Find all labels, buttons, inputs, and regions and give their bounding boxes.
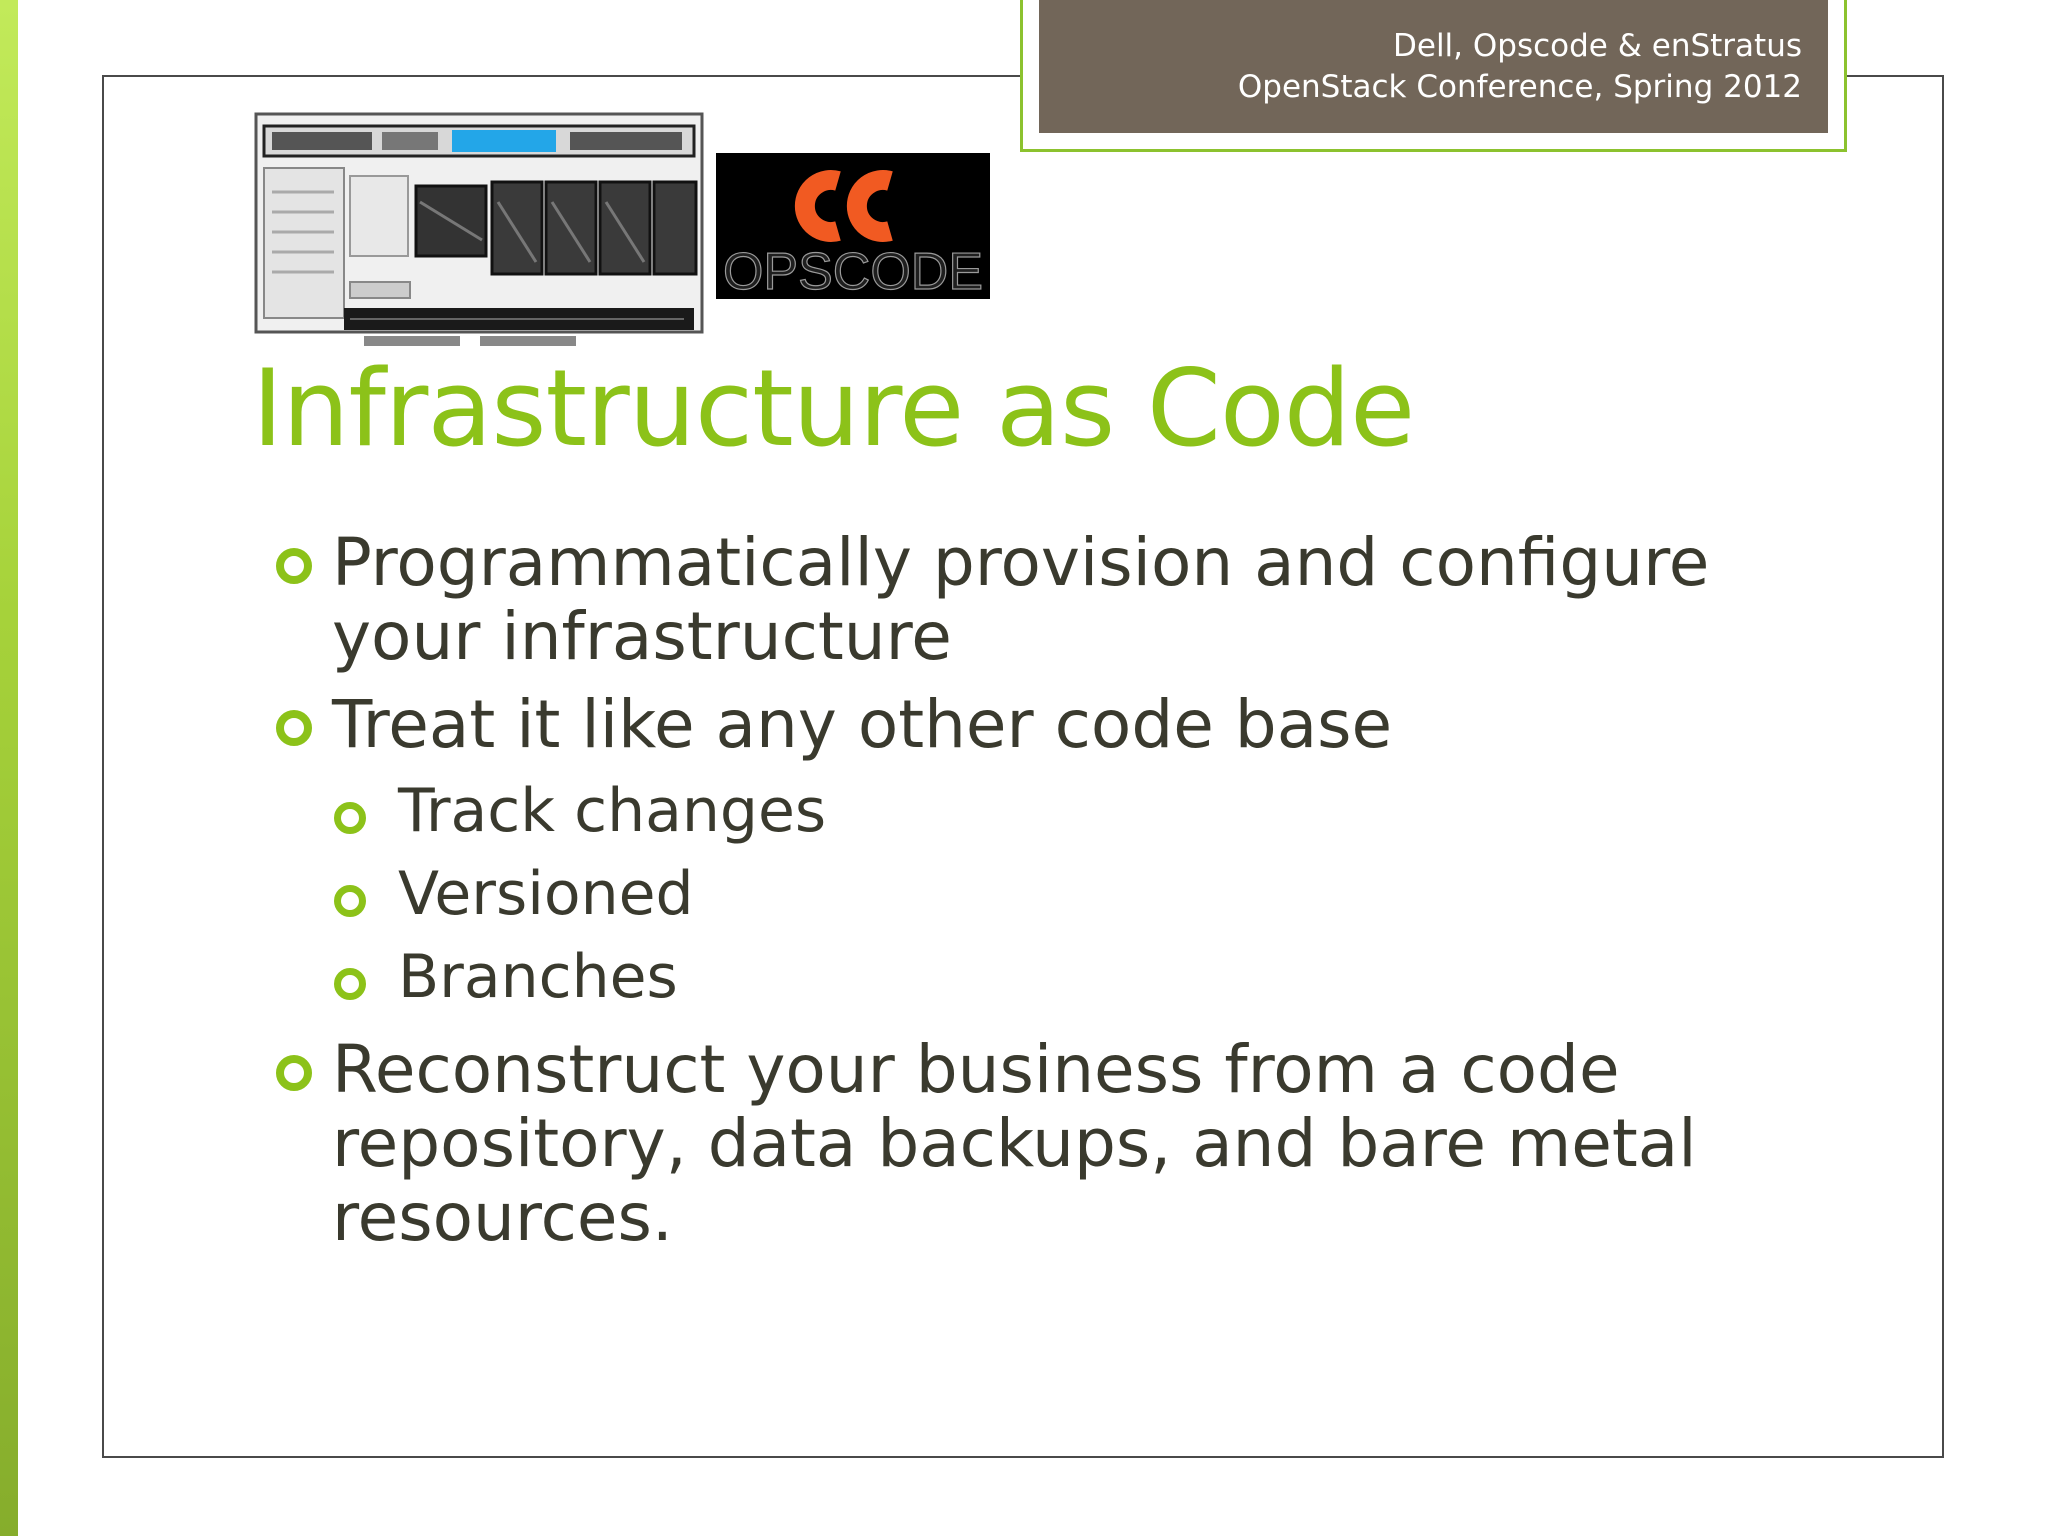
bullet-text: Treat it like any other code base [332,686,1393,763]
bullet-text: Programmatically provision and configure your infrastructure [332,524,1710,675]
header-panel [1039,0,1828,133]
header-line-1: Dell, Opscode & enStratus [1393,27,1802,64]
opscode-logo-mark [716,153,990,299]
bullet-item [268,1033,1828,1255]
opscode-logo-text: OPSCODE [722,243,984,299]
bullet-list [268,526,1828,1269]
sub-bullet-marker-icon [334,968,366,1000]
sub-bullet-item [332,853,1828,936]
sub-bullet-item [332,770,1828,853]
bullet-marker-icon [276,548,312,584]
sub-bullet-list [332,770,1828,1019]
header-box [1020,0,1847,152]
opscode-logo [716,153,990,299]
bullet-item [268,526,1828,674]
sub-bullet-item [332,936,1828,1019]
sub-bullet-text: Track changes [398,776,827,846]
sub-bullet-marker-icon [334,802,366,834]
sub-bullet-text: Branches [398,942,678,1012]
dashboard-sketch-image [254,112,706,352]
header-line-2: OpenStack Conference, Spring 2012 [1237,68,1802,105]
left-accent-stripe [0,0,18,1536]
slide-title: Infrastructure as Code [252,347,1415,470]
bullet-item [268,688,1828,1019]
sub-bullet-text: Versioned [398,859,694,929]
sub-bullet-marker-icon [334,885,366,917]
bullet-text: Reconstruct your business from a code repository, data backups, and bare metal resources. [332,1031,1697,1256]
bullet-marker-icon [276,1055,312,1091]
bullet-marker-icon [276,710,312,746]
